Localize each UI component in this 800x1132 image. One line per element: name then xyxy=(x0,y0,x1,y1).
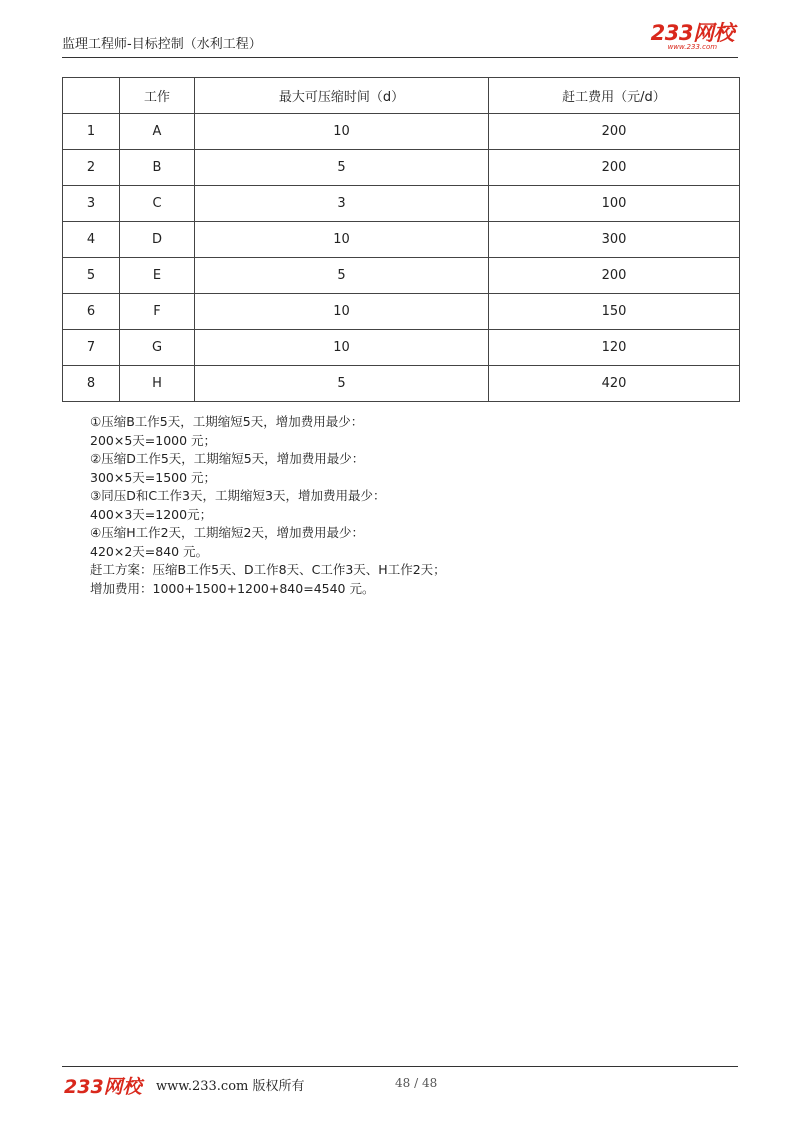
table-row xyxy=(63,294,740,330)
note-line: 增加费用：1000+1500+1200+840=4540 元。 xyxy=(90,580,375,596)
table-cell: A xyxy=(120,114,195,150)
table-cell: G xyxy=(120,330,195,366)
table-cell: 200 xyxy=(489,150,740,186)
table-cell: B xyxy=(120,150,195,186)
table-row xyxy=(63,150,740,186)
table-row xyxy=(63,366,740,402)
table-header-cell xyxy=(63,78,120,114)
table-cell: 420 xyxy=(489,366,740,402)
table-cell: 5 xyxy=(63,258,120,294)
note-line: ①压缩B工作5天，工期缩短5天，增加费用最少： xyxy=(90,414,364,429)
table-header-cell: 赶工费用（元/d） xyxy=(489,78,740,114)
note-line: ②压缩D工作5天，工期缩短5天，增加费用最少： xyxy=(90,451,365,466)
brand-logo-url: www.233.com xyxy=(667,43,718,51)
footer-divider xyxy=(62,1066,738,1067)
table-cell: H xyxy=(120,366,195,402)
brand-logo xyxy=(651,22,734,51)
table-cell: 5 xyxy=(195,150,489,186)
table-cell: 7 xyxy=(63,330,120,366)
header-divider xyxy=(62,57,738,58)
table-cell: C xyxy=(120,186,195,222)
table-cell: 3 xyxy=(195,186,489,222)
table-cell: 5 xyxy=(195,258,489,294)
table-cell: 6 xyxy=(63,294,120,330)
table-cell: 200 xyxy=(489,258,740,294)
note-line: 420×2天=840 元。 xyxy=(90,543,209,559)
footer-copyright: www.233.com 版权所有 xyxy=(156,1079,305,1094)
table-row xyxy=(63,258,740,294)
table-cell: 1 xyxy=(63,114,120,150)
table-header-row xyxy=(63,78,740,114)
table-cell: 100 xyxy=(489,186,740,222)
page-number: 48 / 48 xyxy=(395,1076,438,1090)
table-cell: 3 xyxy=(63,186,120,222)
table-header-cell: 工作 xyxy=(120,78,195,114)
solution-notes xyxy=(90,413,446,598)
footer-brand-logo: 233网校 xyxy=(64,1076,142,1098)
table-row xyxy=(63,330,740,366)
table-cell: 5 xyxy=(195,366,489,402)
note-line: ④压缩H工作2天，工期缩短2天，增加费用最少： xyxy=(90,525,365,540)
table-cell: 200 xyxy=(489,114,740,150)
table-cell: 10 xyxy=(195,330,489,366)
note-line: 赶工方案：压缩B工作5天、D工作8天、C工作3天、H工作2天； xyxy=(90,562,446,577)
table-cell: E xyxy=(120,258,195,294)
table-row xyxy=(63,222,740,258)
table-cell: 300 xyxy=(489,222,740,258)
table-cell: F xyxy=(120,294,195,330)
note-line: 200×5天=1000 元； xyxy=(90,432,217,448)
table-cell: 120 xyxy=(489,330,740,366)
table-header-cell: 最大可压缩时间（d） xyxy=(195,78,489,114)
note-line: 300×5天=1500 元； xyxy=(90,469,217,485)
document-header-title: 监理工程师-目标控制（水利工程） xyxy=(62,37,262,52)
table-cell: 2 xyxy=(63,150,120,186)
table-cell: 150 xyxy=(489,294,740,330)
table-cell: D xyxy=(120,222,195,258)
table-cell: 4 xyxy=(63,222,120,258)
brand-logo-text: 233网校 xyxy=(650,21,734,45)
note-line: 400×3天=1200元； xyxy=(90,506,213,522)
table-row xyxy=(63,114,740,150)
table-row xyxy=(63,186,740,222)
note-line: ③同压D和C工作3天，工期缩短3天，增加费用最少： xyxy=(90,488,386,503)
table-cell: 10 xyxy=(195,294,489,330)
table-cell: 10 xyxy=(195,222,489,258)
table-cell: 8 xyxy=(63,366,120,402)
crashing-cost-table xyxy=(62,77,740,402)
table-cell: 10 xyxy=(195,114,489,150)
